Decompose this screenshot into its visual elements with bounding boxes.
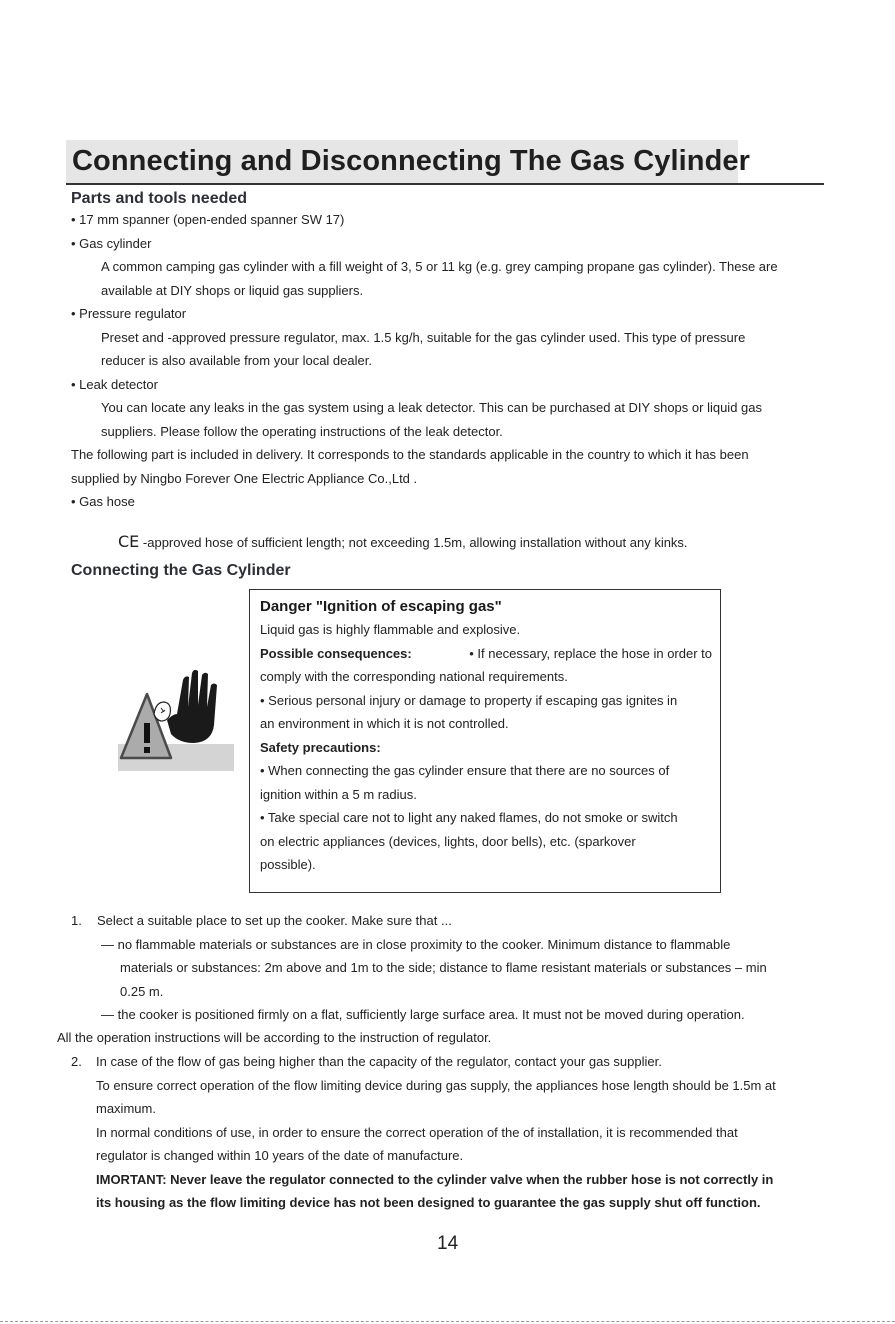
consequences-label: Possible consequences: <box>260 646 412 661</box>
connecting-heading: Connecting the Gas Cylinder <box>71 562 291 579</box>
step-2-line: maximum. <box>96 1101 156 1116</box>
parts-line: You can locate any leaks in the gas system using a leak detector. This can be purchased at DIY shops or liquid gas <box>101 400 762 415</box>
important-note: its housing as the flow limiting device has not been designed to guarantee the gas supply shut off function. <box>96 1195 761 1210</box>
precautions-label: Safety precautions: <box>260 740 381 755</box>
parts-line: supplied by Ningbo Forever One Electric Appliance Co.,Ltd . <box>71 471 418 486</box>
step-1-item: — the cooker is positioned firmly on a flat, sufficiently large surface area. It must not be moved during operation. <box>101 1007 745 1022</box>
parts-line: • Gas cylinder <box>71 236 152 251</box>
important-note: IMORTANT: Never leave the regulator connected to the cylinder valve when the rubber hose is not correctly in <box>96 1172 774 1187</box>
danger-line: on electric appliances (devices, lights, door bells), etc. (sparkover <box>260 834 636 849</box>
danger-consequences <box>260 645 712 663</box>
danger-line: possible). <box>260 857 316 872</box>
step-1-item: materials or substances: 2m above and 1m to the side; distance to flame resistant materials or substances – min <box>120 960 767 975</box>
danger-title: Danger "Ignition of escaping gas" <box>260 598 502 615</box>
step-1-text: Select a suitable place to set up the cooker. Make sure that ... <box>97 913 452 928</box>
danger-warning-icon <box>115 668 237 774</box>
parts-line: The following part is included in delivery. It corresponds to the standards applicable in the country to which it has been <box>71 447 749 462</box>
danger-line: comply with the corresponding national requirements. <box>260 669 568 684</box>
step-2-line: To ensure correct operation of the flow limiting device during gas supply, the appliances hose length should be 1.5m at <box>96 1078 776 1093</box>
title-underline <box>66 183 824 185</box>
parts-line: • Leak detector <box>71 377 158 392</box>
operation-note: All the operation instructions will be according to the instruction of regulator. <box>57 1030 492 1045</box>
ce-line-text: -approved hose of sufficient length; not exceeding 1.5m, allowing installation without any kinks. <box>142 535 688 550</box>
consequences-text: • If necessary, replace the hose in order to <box>469 646 712 661</box>
parts-line: • Pressure regulator <box>71 306 187 321</box>
parts-line: • Gas hose <box>71 494 135 509</box>
step-1-item: 0.25 m. <box>120 984 164 999</box>
danger-line: ignition within a 5 m radius. <box>260 787 417 802</box>
parts-line: reducer is also available from your local dealer. <box>101 353 372 368</box>
danger-line: • Take special care not to light any naked flames, do not smoke or switch <box>260 810 678 825</box>
danger-line: Liquid gas is highly flammable and explosive. <box>260 622 521 637</box>
page-number: 14 <box>437 1233 459 1254</box>
danger-line: • When connecting the gas cylinder ensure that there are no sources of <box>260 763 670 778</box>
step-1-number: 1. <box>71 913 82 928</box>
ce-line <box>118 533 688 552</box>
danger-line: • Serious personal injury or damage to property if escaping gas ignites in <box>260 693 678 708</box>
parts-heading: Parts and tools needed <box>71 190 248 207</box>
page-title: Connecting and Disconnecting The Gas Cylinder <box>72 145 751 177</box>
step-1-item: — no flammable materials or substances are in close proximity to the cooker. Minimum distance to flammable <box>101 937 731 952</box>
step-2-text: In case of the flow of gas being higher than the capacity of the regulator, contact your gas supplier. <box>96 1054 662 1069</box>
parts-line: A common camping gas cylinder with a fill weight of 3, 5 or 11 kg (e.g. grey camping propane gas cylinder). These are <box>101 259 778 274</box>
parts-line: Preset and -approved pressure regulator, max. 1.5 kg/h, suitable for the gas cylinder used. This type of pressure <box>101 330 746 345</box>
step-2-line: In normal conditions of use, in order to ensure the correct operation of the of installation, it is recommended that <box>96 1125 738 1140</box>
step-2-number: 2. <box>71 1054 82 1069</box>
ce-mark-icon: CE <box>118 532 140 551</box>
parts-line: suppliers. Please follow the operating instructions of the leak detector. <box>101 424 503 439</box>
parts-line: • 17 mm spanner (open-ended spanner SW 17) <box>71 212 345 227</box>
page-bottom-divider <box>0 1321 895 1322</box>
danger-line: an environment in which it is not controlled. <box>260 716 509 731</box>
step-2-line: regulator is changed within 10 years of the date of manufacture. <box>96 1148 464 1163</box>
parts-line: available at DIY shops or liquid gas suppliers. <box>101 283 364 298</box>
